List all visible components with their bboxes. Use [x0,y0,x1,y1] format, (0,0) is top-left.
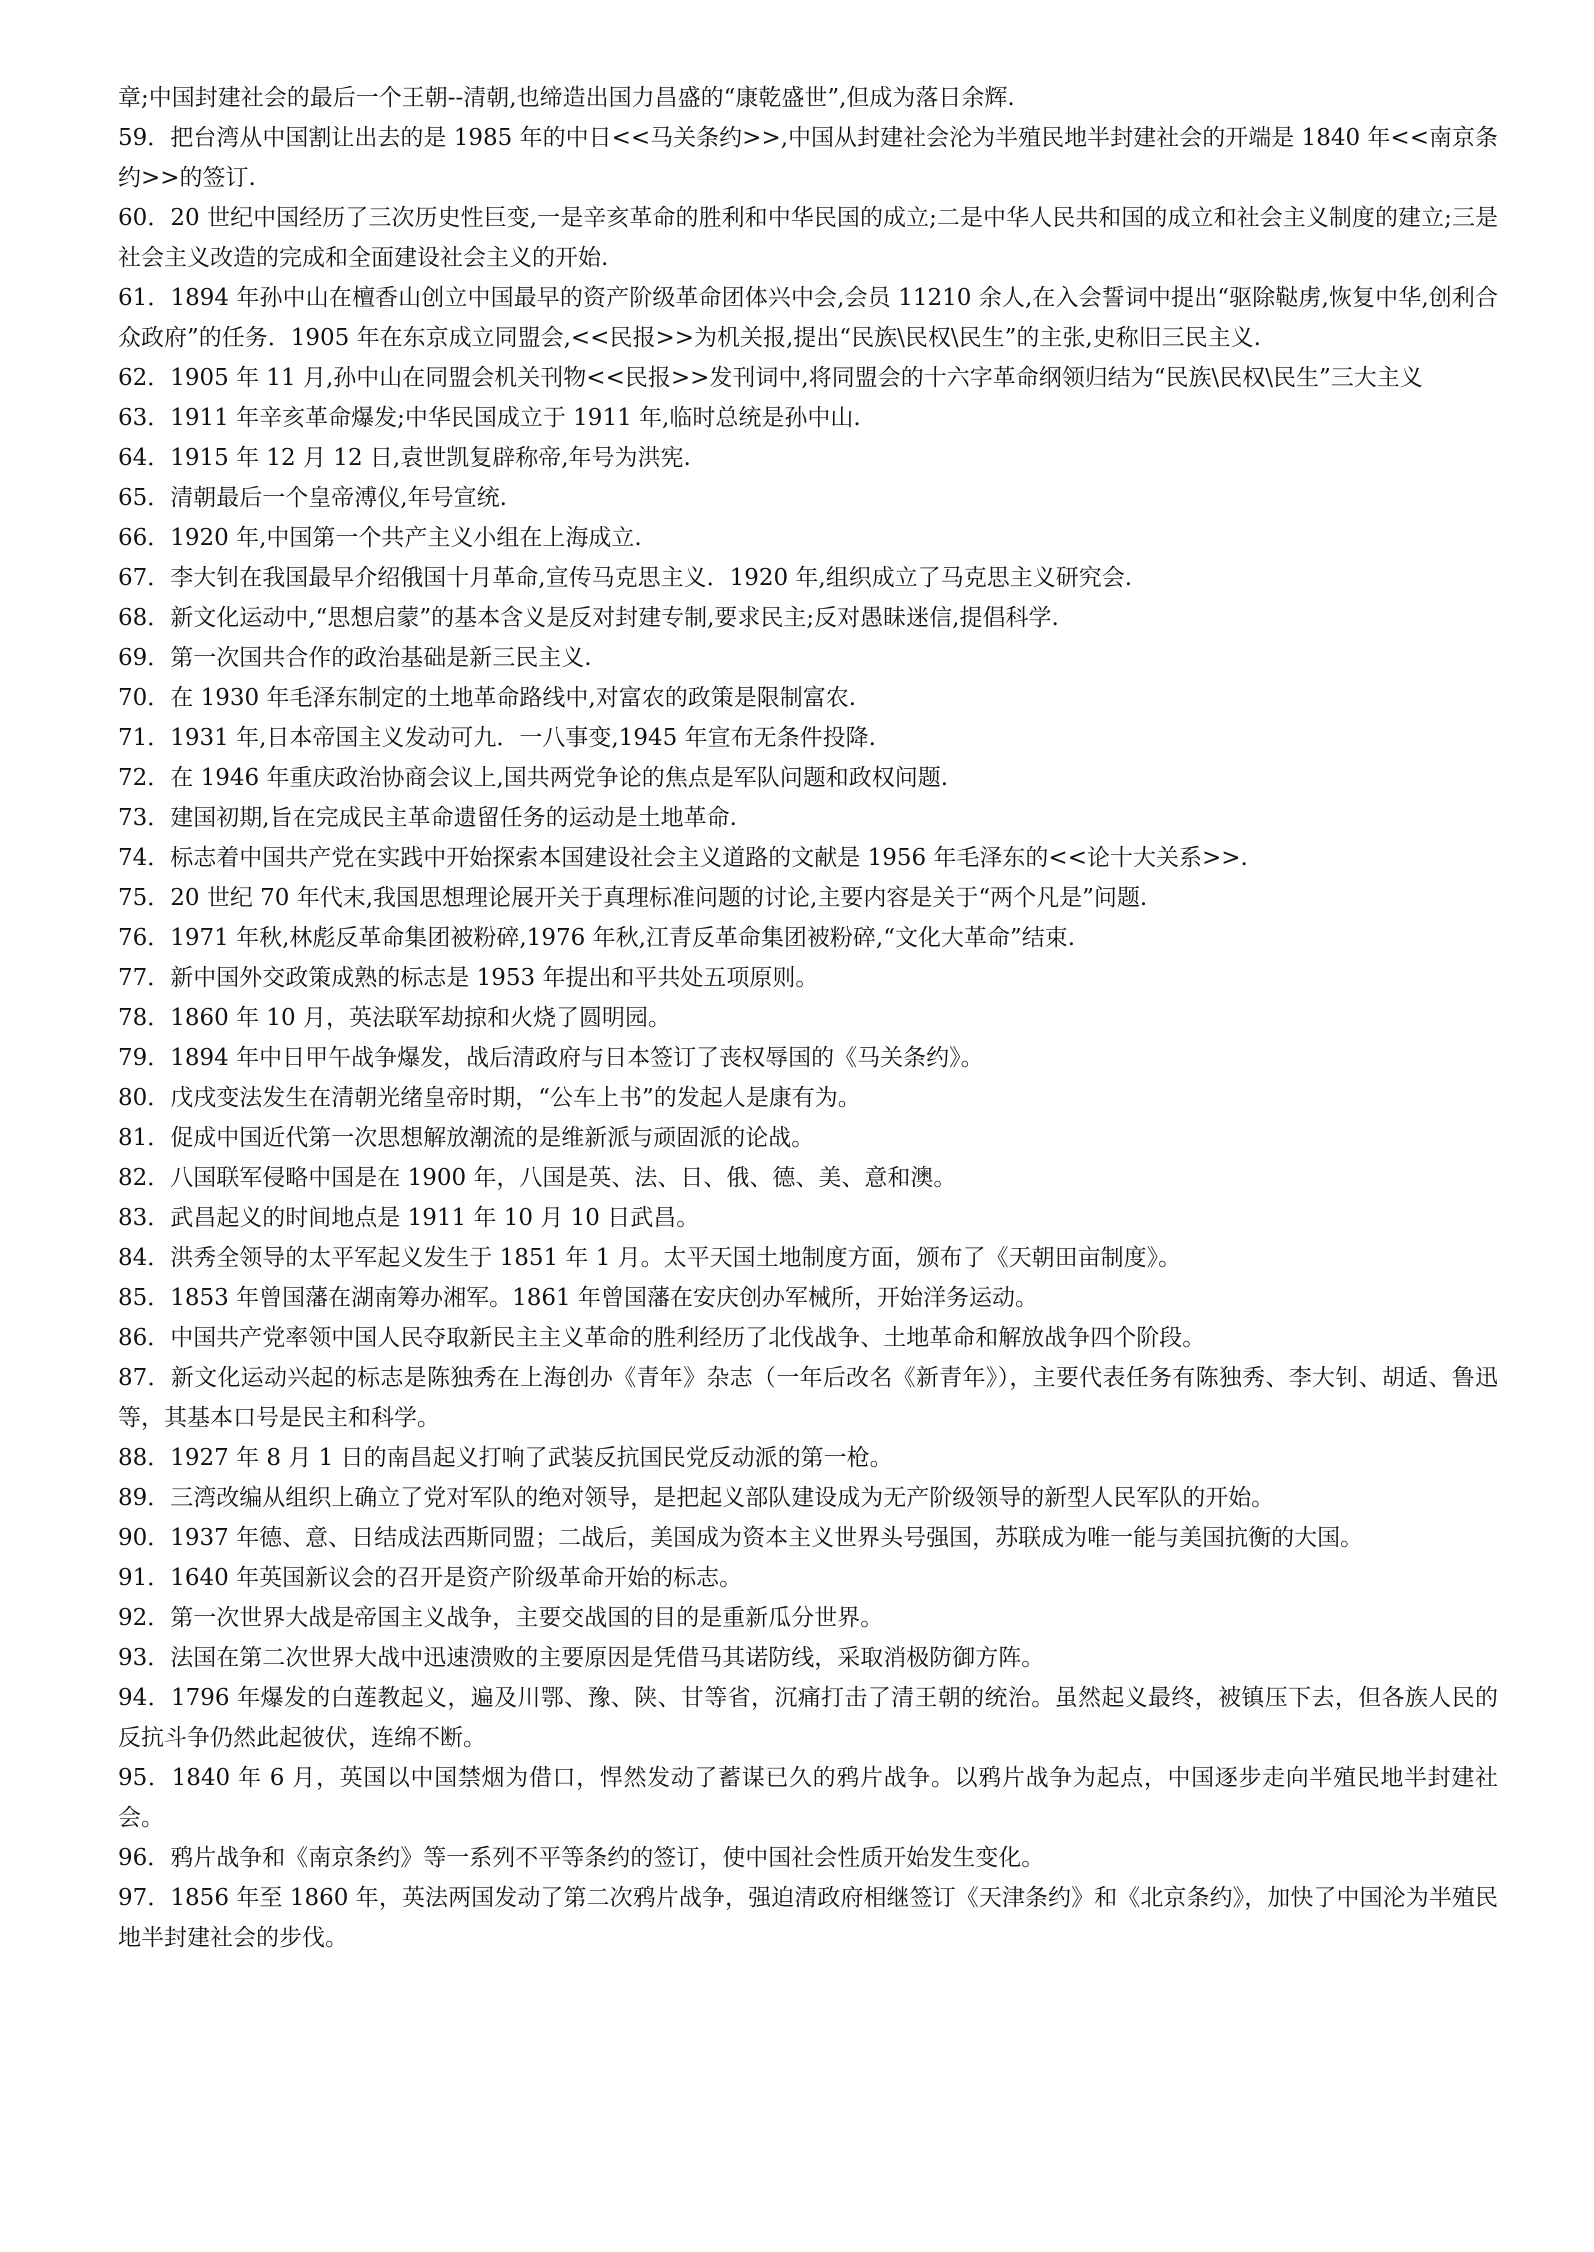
item-87: 87．新文化运动兴起的标志是陈独秀在上海创办《青年》杂志（一年后改名《新青年》），主要代表任务有陈独秀、李大钊、胡适、鲁迅等，其基本口号是民主和科学。 [118,1365,1498,1431]
item-88: 88．1927 年 8 月 1 日的南昌起义打响了武装反抗国民党反动派的第一枪。 [118,1445,893,1471]
paragraph-continuation: 章;中国封建社会的最后一个王朝--清朝,也缔造出国力昌盛的“康乾盛世”,但成为落日余辉. [118,85,1015,111]
item-71: 71．1931 年,日本帝国主义发动可九．一八事变,1945 年宣布无条件投降. [118,725,876,751]
item-75: 75．20 世纪 70 年代末,我国思想理论展开关于真理标准问题的讨论,主要内容是关于“两个凡是”问题. [118,885,1148,911]
item-86: 86．中国共产党率领中国人民夺取新民主主义革命的胜利经历了北伐战争、土地革命和解放战争四个阶段。 [118,1325,1206,1351]
item-70: 70．在 1930 年毛泽东制定的土地革命路线中,对富农的政策是限制富农. [118,685,857,711]
item-64: 64．1915 年 12 月 12 日,袁世凯复辟称帝,年号为洪宪. [118,445,691,471]
item-89: 89．三湾改编从组织上确立了党对军队的绝对领导，是把起义部队建设成为无产阶级领导的新型人民军队的开始。 [118,1485,1275,1511]
item-72: 72．在 1946 年重庆政治协商会议上,国共两党争论的焦点是军队问题和政权问题. [118,765,949,791]
item-73: 73．建国初期,旨在完成民主革命遗留任务的运动是土地革命. [118,805,737,831]
item-92: 92．第一次世界大战是帝国主义战争，主要交战国的目的是重新瓜分世界。 [118,1605,884,1631]
item-63: 63．1911 年辛亥革命爆发;中华民国成立于 1911 年,临时总统是孙中山. [118,405,861,431]
item-76: 76．1971 年秋,林彪反革命集团被粉碎,1976 年秋,江青反革命集团被粉碎,“文化大革命”结束. [118,925,1076,951]
item-66: 66．1920 年,中国第一个共产主义小组在上海成立. [118,525,642,551]
item-65: 65．清朝最后一个皇帝溥仪,年号宣统. [118,485,507,511]
item-96: 96．鸦片战争和《南京条约》等一系列不平等条约的签订，使中国社会性质开始发生变化。 [118,1845,1045,1871]
item-79: 79．1894 年中日甲午战争爆发，战后清政府与日本签订了丧权辱国的《马关条约》。 [118,1045,984,1071]
item-95: 95．1840 年 6 月，英国以中国禁烟为借口，悍然发动了蓄谋已久的鸦片战争。以鸦片战争为起点，中国逐步走向半殖民地半封建社会。 [118,1765,1498,1831]
item-78: 78．1860 年 10 月，英法联军劫掠和火烧了圆明园。 [118,1005,671,1031]
item-84: 84．洪秀全领导的太平军起义发生于 1851 年 1 月。太平天国土地制度方面，颁布了《天朝田亩制度》。 [118,1245,1182,1271]
item-61: 61．1894 年孙中山在檀香山创立中国最早的资产阶级革命团体兴中会,会员 11210 余人,在入会誓词中提出“驱除鞑虏,恢复中华,创利合众政府”的任务．1905 年在东京成立同盟会,<<民报>>为机关报,提出“民族\民权\民生”的主张,史称旧三民主义. [118,285,1498,351]
item-77: 77．新中国外交政策成熟的标志是 1953 年提出和平共处五项原则。 [118,965,819,991]
item-60: 60．20 世纪中国经历了三次历史性巨变,一是辛亥革命的胜利和中华民国的成立;二是中华人民共和国的成立和社会主义制度的建立;三是社会主义改造的完成和全面建设社会主义的开始. [118,205,1498,271]
item-74: 74．标志着中国共产党在实践中开始探索本国建设社会主义道路的文献是 1956 年毛泽东的<<论十大关系>>. [118,845,1248,871]
item-81: 81．促成中国近代第一次思想解放潮流的是维新派与顽固派的论战。 [118,1125,815,1151]
item-83: 83．武昌起义的时间地点是 1911 年 10 月 10 日武昌。 [118,1205,700,1231]
item-94: 94．1796 年爆发的白莲教起义，遍及川鄂、豫、陕、甘等省，沉痛打击了清王朝的统治。虽然起义最终，被镇压下去，但各族人民的反抗斗争仍然此起彼伏，连绵不断。 [118,1685,1498,1751]
item-93: 93．法国在第二次世界大战中迅速溃败的主要原因是凭借马其诺防线，采取消极防御方阵。 [118,1645,1045,1671]
item-80: 80．戊戌变法发生在清朝光绪皇帝时期，“公车上书”的发起人是康有为。 [118,1085,861,1111]
document-page [118,78,1498,1958]
item-69: 69．第一次国共合作的政治基础是新三民主义. [118,645,592,671]
item-68: 68．新文化运动中,“思想启蒙”的基本含义是反对封建专制,要求民主;反对愚昧迷信,提倡科学. [118,605,1059,631]
item-67: 67．李大钊在我国最早介绍俄国十月革命,宣传马克思主义．1920 年,组织成立了马克思主义研究会. [118,565,1133,591]
item-90: 90．1937 年德、意、日结成法西斯同盟；二战后，美国成为资本主义世界头号强国，苏联成为唯一能与美国抗衡的大国。 [118,1525,1364,1551]
item-97: 97．1856 年至 1860 年，英法两国发动了第二次鸦片战争，强迫清政府相继签订《天津条约》和《北京条约》，加快了中国沦为半殖民地半封建社会的步伐。 [118,1885,1498,1951]
item-91: 91．1640 年英国新议会的召开是资产阶级革命开始的标志。 [118,1565,743,1591]
item-85: 85．1853 年曾国藩在湖南筹办湘军。1861 年曾国藩在安庆创办军械所，开始洋务运动。 [118,1285,1038,1311]
item-82: 82．八国联军侵略中国是在 1900 年，八国是英、法、日、俄、德、美、意和澳。 [118,1165,957,1191]
item-59: 59．把台湾从中国割让出去的是 1985 年的中日<<马关条约>>,中国从封建社会沦为半殖民地半封建社会的开端是 1840 年<<南京条约>>的签订. [118,125,1498,191]
item-62: 62．1905 年 11 月,孙中山在同盟会机关刊物<<民报>>发刊词中,将同盟会的十六字革命纲领归结为“民族\民权\民生”三大主义 [118,365,1423,391]
